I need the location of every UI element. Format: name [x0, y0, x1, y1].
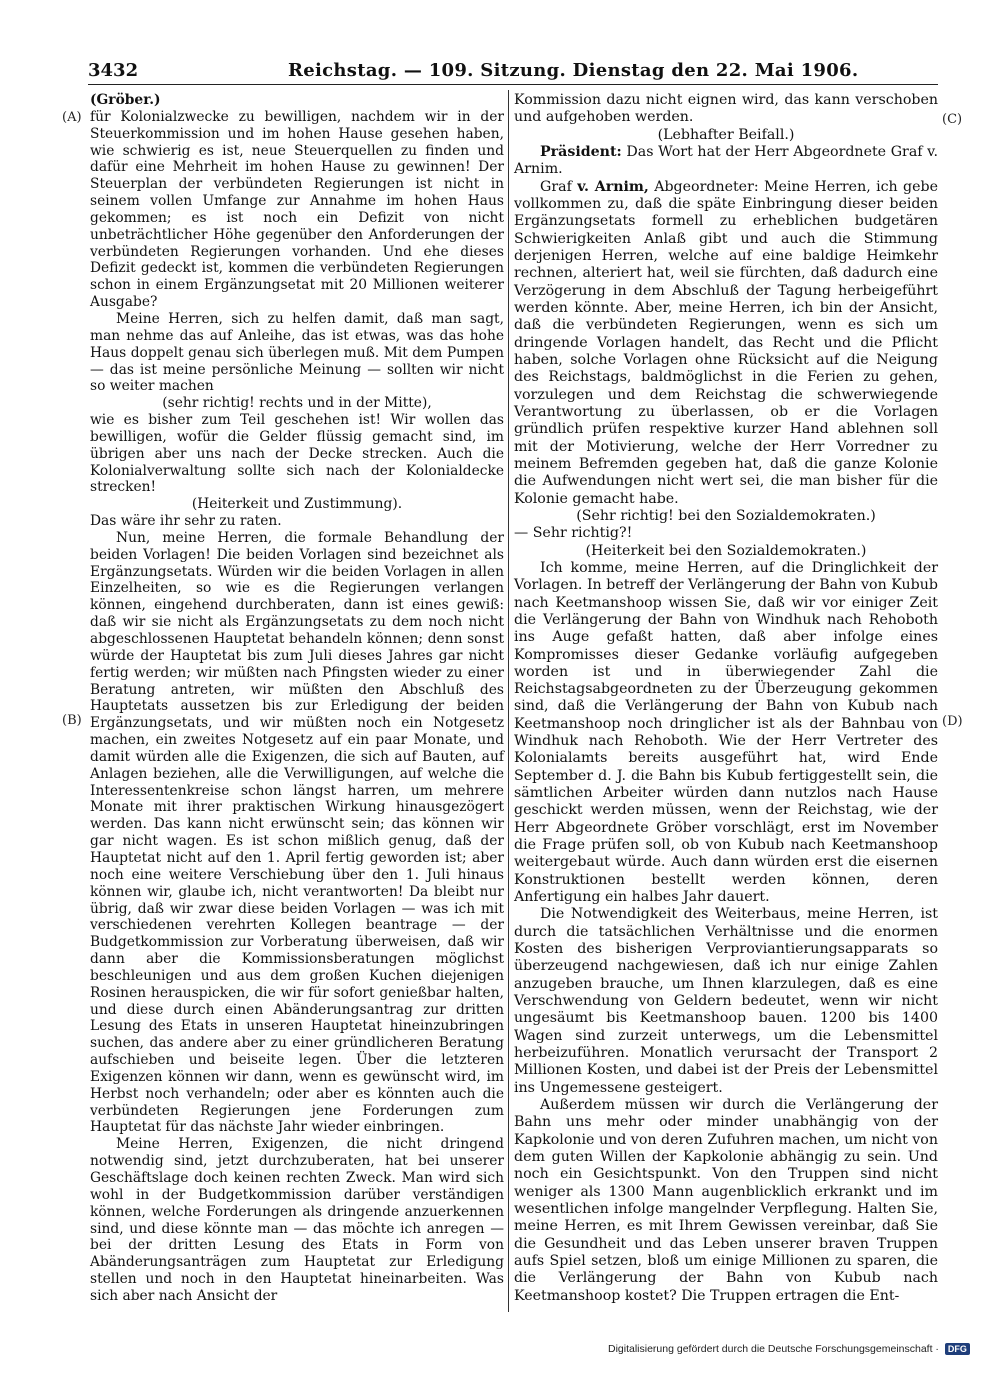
paragraph: Das wäre ihr sehr zu raten. — [90, 513, 282, 530]
interjection: (Heiterkeit bei den Sozialdemokraten.) — [585, 542, 867, 559]
page-number: 3432 — [88, 60, 139, 81]
right-column — [514, 92, 938, 1305]
paragraph: Meine Herren, Exigenzen, die nicht dringend notwendig sind, jetzt durchzuberaten, hat bei unserer Geschäftslage doch keinen rechten Zweck. Man wird sich wohl in der Budgetkommission darüber verständigen können, welche Forderungen als dringende anzuerkennen sind, und diese könnte man — das möchte ich anregen — bei der dritten Lesung des Etats in Form von Abänderungsanträgen zum Hauptetat zur Erledigung stellen und noch in den Hauptetat hineinarbeiten. Was sich aber nach Ansicht der — [90, 1136, 504, 1304]
paragraph: Außerdem müssen wir durch die Verlängerung der Bahn uns mehr oder minder unabhängig von der Kapkolonie und von deren Zufuhren machen, um nicht von dem guten Willen der Kapkolonie abhängig zu sein. Und noch ein Gesichtspunkt. Von den Truppen sind nicht weniger als 1300 Mann augenblicklich erkrankt und im wesentlichen infolge mangelnder Verpflegung. Halten Sie, meine Herren, es mit Ihrem Gewissen vereinbar, daß Sie die Gesundheit und das Leben unserer braven Truppen aufs Spiel setzen, bloß um einige Millionen zu sparen, die die Verlängerung der Bahn von Kubub nach Keetmanshoop kostet? Die Truppen ertragen die Ent- — [514, 1097, 938, 1304]
left-column — [90, 92, 504, 1305]
interjection: (Lebhafter Beifall.) — [657, 126, 795, 143]
interjection: (sehr richtig! rechts und in der Mitte), — [162, 395, 432, 412]
speaker-name: v. Arnim, — [577, 178, 649, 195]
page-header — [88, 58, 938, 85]
margin-mark-a: (A) — [62, 110, 82, 125]
paragraph: Ich komme, meine Herren, auf die Dringlichkeit der Vorlagen. In betreff der Verlängerung der Bahn von Kubub nach Keetmanshoop wissen Sie, daß wir vor einiger Zeit die Verlängerung der Bahn von Windhuk nach Rehoboth ins Auge gefaßt hatten, daß aber infolge eines Kompromisses dieser Gedanke vorläufig aufgegeben worden ist und in überwiegender Zahl die Reichstagsabgeordneten zu der Überzeugung gekommen sind, daß die Verlängerung der Bahn von Kubub nach Keetmanshoop noch dringlicher ist als der Bahnbau von Windhuk nach Rehoboth. Wie der Herr Vertreter des Kolonialamts bereits ausgeführt hat, wird Ende September d. J. die Bahn bis Kubub fertiggestellt sein, die sämtlichen Arbeiter würden dann nutzlos nach Hause geschickt werden müssen, wenn der Reichstag, wie der Herr Abgeordnete Gröber vorschlägt, erst im November die Frage prüfen soll, ob von Kubub nach Keetmanshoop weitergebaut würde. Auch dann würden erst die eisernen Konstruktionen bestellt werden können, deren Anfertigung ein halbes Jahr dauert. — [514, 559, 938, 906]
column-divider — [508, 90, 509, 1312]
credit-text: Digitalisierung gefördert durch die Deutsche Forschungsgemeinschaft · — [608, 1343, 939, 1355]
speaker-label: Präsident: — [540, 143, 622, 160]
interjection: (Sehr richtig! bei den Sozialdemokraten.) — [576, 507, 876, 524]
paragraph: Die Notwendigkeit des Weiterbaus, meine Herren, ist durch die tatsächlichen Verhältnisse und die enormen Kosten des bisherigen Verproviantierungsapparats so überzeugend nachgewiesen, daß ich nur einige Zahlen anzugeben brauche, um Ihnen klarzulegen, daß es eine Verschwendung von Geldern bedeutet, wenn wir nicht ungesäumt bis Keetmanshoop bauen. 1200 bis 1400 Wagen sind zurzeit unterwegs, um die Lebensmittel herbeizuführen. Monatlich verursacht der Transport 2 Millionen Kosten, und dabei ist der Preis der Lebensmittel ins Ungemessene gesteigert. — [514, 906, 938, 1096]
margin-mark-b: (B) — [62, 713, 82, 728]
interjection: — Sehr richtig?! — [514, 525, 633, 542]
speaker-tag: (Gröber.) — [90, 92, 161, 108]
paragraph: Meine Herren, sich zu helfen damit, daß man sagt, man nehme das auf Anleihe, das ist etwas, was das hohe Haus doppelt genau sich überlegen muß. Mit dem Pumpen — das ist meine persönliche Meinung — sollten wir nicht so weiter machen — [90, 310, 504, 395]
margin-mark-c: (C) — [942, 112, 963, 127]
running-title: Reichstag. — 109. Sitzung. Dienstag den 22. Mai 1906. — [288, 60, 859, 81]
paragraph: Nun, meine Herren, die formale Behandlung der beiden Vorlagen! Die beiden Vorlagen sind bezeichnet als Ergänzungsetats. Würden wir die beiden Vorlagen in allen Einzelheiten, so wie es die Regierungen verlangen können, eingehend durchberaten, dann ist eines gewiß: daß wir sie nicht als Ergänzungsetats zu dem noch nicht abgeschlossenen Hauptetat behandeln können; denn sonst würde der Hauptetat bis zum Juli dieses Jahres gar nicht fertig werden; wir müßten nach Pfingsten wieder zu einer Beratung antreten, wir müßten den Abschluß des Hauptetats aussetzen bis zur Erledigung der beiden Ergänzungsetats, und wir müßten noch ein Notgesetz machen, ein zweites Notgesetz auf ein paar Monate, und damit würden alle die Exigenzen, die sich auf Bauten, auf Anlagen beziehen, alle die Verwilligungen, auf welche die Interessentenkreise schon längst harren, um mehrere Monate mit ihrer praktischen Wirkung hinausgezögert werden. Das kann nicht erwünscht sein; das können wir gar nicht wagen. Es ist schon mißlich genug, daß der Hauptetat nicht auf den 1. April fertig geworden ist; aber noch eine weitere Verschiebung über den 1. Juli hinaus können wir, glaube ich, nicht verantworten! Da bleibt nur übrig, daß wir zwar diese beiden Vorlagen — was ich mit verschiedenen verehrten Kollegen beantrage — der Budgetkommission zur Vorberatung überweisen, daß wir dann aber die Kommissionsberatungen möglichst beschleunigen und aus dem großen Kuchen diejenigen Rosinen herauspicken, die wir für sofort genießbar halten, und diese durch einen Abänderungsantrag zur dritten Lesung des Etats in unseren Hauptetat hineinzubringen suchen, das andere aber zu einer gründlicheren Beratung aufschieben und beiseite legen. Über die letzteren Exigenzen können wir dann, wenn es gewünscht wird, im Herbst noch verhandeln; oder aber es könnten auch die verbündeten Regierungen jene Forderungen zum Hauptetat für das nächste Jahr wieder einbringen. — [90, 529, 504, 1136]
speech-opening — [514, 179, 938, 508]
interjection: (Heiterkeit und Zustimmung). — [191, 496, 403, 513]
paragraph: für Kolonialzwecke zu bewilligen, nachdem wir in der Steuerkommission und im hohen Hause gesehen haben, wie schwierig es ist, neue Steuerquellen zu finden und dafür eine Mehrheit im hohen Hause zu gewinnen! Der Steuerplan der verbündeten Regierungen ist nicht in seinem vollen Umfange zur Annahme im hohen Haus gekommen; es ist noch ein Defizit von nicht unbeträchtlicher Höhe gegenüber den Anforderungen der verbündeten Regierungen vorhanden. Und ehe dieses Defizit gedeckt ist, kommen die verbündeten Regierungen schon in einem Ergänzungsetat mit 20 Millionen weiterer Ausgabe? — [90, 108, 504, 311]
statement-text: Das Wort hat der Herr Abgeordnete Graf v. Arnim. — [514, 143, 938, 178]
speech-text: Abgeordneter: Meine Herren, ich gebe vollkommen zu, daß die späte Einbringung dieser beiden Ergänzungsetats formell zu erheblichen budgetären Schwierigkeiten Anlaß gibt und auch die Stimmung derjenigen Herren, welche auf eine baldige Heimkehr rechnen, alteriert hat, weil sie fürchten, daß dadurch eine Verzögerung in dem Abschluß der Tagung herbeigeführt werden könnte. Aber, meine Herren, ich bin der Ansicht, daß die verbündeten Regierungen, wenn es sich um dringende Vorlagen handelt, das Recht und die Pflicht haben, solche Vorlagen ohne Rücksicht auf die Neigung des Reichstags, baldmöglichst in die Ferien zu gehen, vorzulegen und dem Reichstag die schwerwiegende Verantwortung zu überlassen, ob er die Vorlagen gründlich prüfen respektive kurzer Hand ablehnen soll mit der Motivierung, welche der Herr Vorredner zu meinem Befremden gegeben hat, daß die ganze Kolonie die Aufwendungen nicht wert sei, die man bisher für die Kolonie gemacht habe. — [514, 178, 938, 507]
paragraph: Kommission dazu nicht eignen wird, das kann verschoben und aufgehoben werden. — [514, 92, 938, 126]
dfg-logo-icon: DFG — [945, 1343, 970, 1355]
speaker-prefix: Graf — [540, 178, 578, 195]
digitization-credit — [608, 1343, 970, 1355]
margin-mark-d: (D) — [942, 714, 963, 729]
president-statement — [514, 144, 938, 179]
paragraph: wie es bisher zum Teil geschehen ist! Wir wollen das bewilligen, wofür die Gelder flüssig gemacht sind, im übrigen aber uns nach der Decke strecken. Auch die Kolonialverwaltung sollte sich nach der Kolonialdecke strecken! — [90, 412, 504, 496]
